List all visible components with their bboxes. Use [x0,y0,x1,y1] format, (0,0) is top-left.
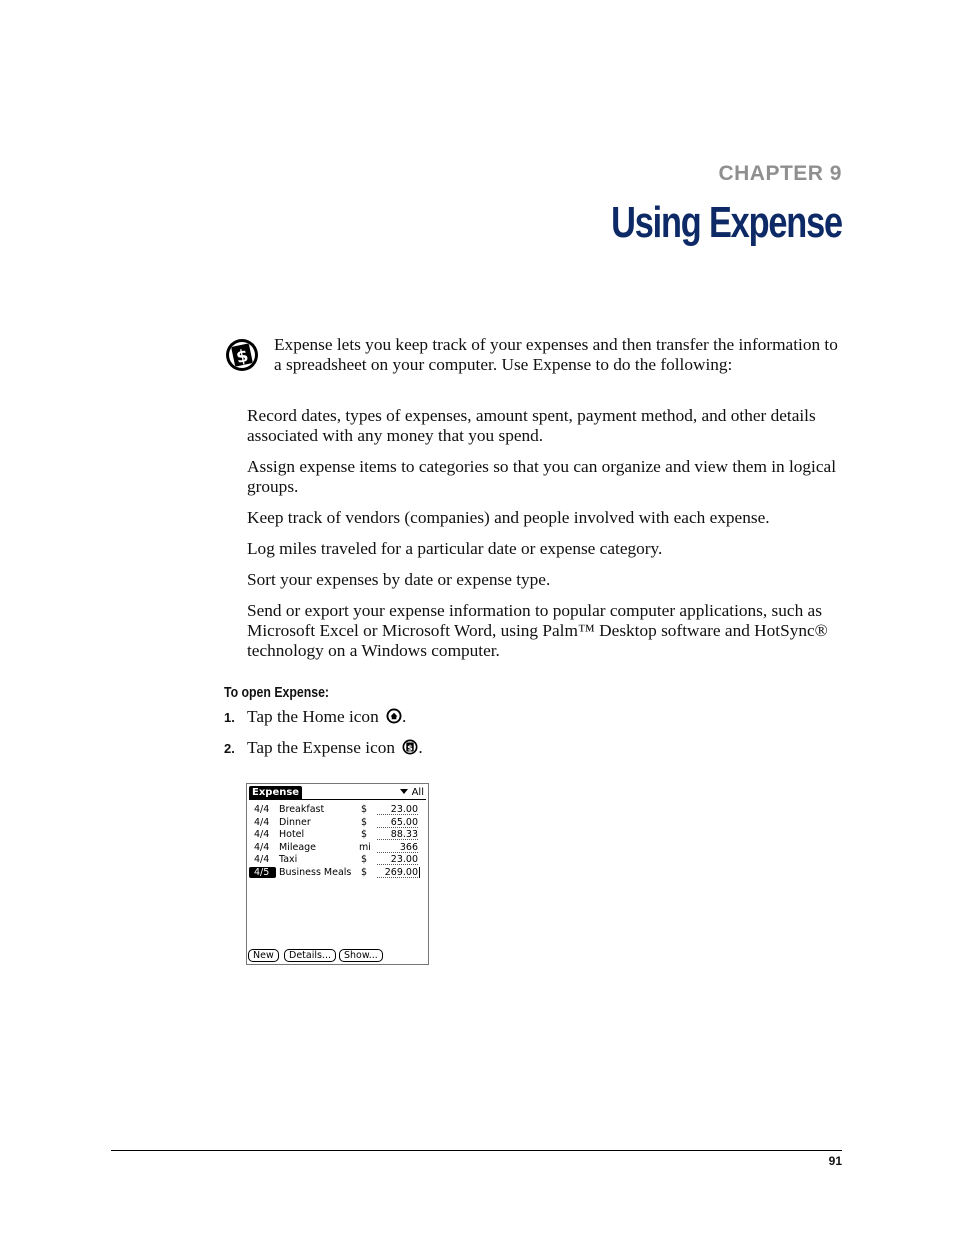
expense-amount[interactable]: 23.00 [377,804,418,815]
expense-row[interactable] [249,817,424,829]
step-text: Tap the Home icon [247,707,379,726]
expense-date[interactable]: 4/4 [254,829,270,840]
feature-item: Log miles traveled for a particular date or expense category. [247,539,663,558]
footer-rule [111,1150,842,1151]
step-text: Tap the Expense icon [247,738,396,757]
expense-type[interactable]: Taxi [279,854,298,865]
show-button[interactable]: Show... [339,949,383,962]
expense-row[interactable] [249,854,424,866]
step-number: 1. [224,710,235,725]
feature-item: Keep track of vendors (companies) and people involved with each expense. [247,508,770,527]
expense-date[interactable]: 4/4 [254,841,270,853]
expense-type[interactable]: Business Meals [279,866,352,878]
svg-text:$: $ [234,345,251,368]
expense-row[interactable] [249,829,424,841]
new-button[interactable]: New [248,949,279,962]
home-icon [386,708,402,724]
expense-date[interactable]: 4/4 [254,854,270,865]
expense-type[interactable]: Dinner [279,816,311,828]
expense-unit: $ [361,866,368,878]
expense-type[interactable]: Breakfast [279,804,325,815]
expense-screen [246,783,429,965]
expense-date[interactable]: 4/4 [254,816,270,828]
feature-item: Send or export your expense information to popular computer applications, such as Microsoft Excel or Microsoft Word, using Palm™ Desktop software and HotSync® technology on a Windows computer. [247,601,828,660]
procedure-step-2 [224,738,423,759]
feature-item: Assign expense items to categories so that you can organize and view them in logical groups. [247,457,837,496]
expense-row-selected[interactable] [249,867,424,879]
dropdown-triangle-icon [400,789,408,794]
chapter-title: Using Expense [611,198,842,247]
feature-item: Record dates, types of expenses, amount spent, payment method, and other details associated with any money that you spend. [247,406,816,445]
app-title: Expense [249,786,302,799]
chapter-label: CHAPTER 9 [718,162,842,185]
expense-unit: $ [361,816,368,828]
expense-amount[interactable]: 88.33 [377,829,418,840]
expense-unit: $ [361,804,368,815]
page-number: 91 [828,1154,842,1168]
procedure-step-1 [224,707,406,728]
category-picker[interactable] [400,786,424,799]
expense-type[interactable]: Mileage [279,841,317,853]
category-value: All [411,787,424,798]
step-end: . [402,707,407,726]
expense-type[interactable]: Hotel [279,829,305,840]
expense-row[interactable] [249,842,424,854]
details-button[interactable]: Details... [284,949,336,962]
expense-unit: $ [361,829,368,840]
expense-amount[interactable]: 366 [377,842,418,853]
step-end: . [418,738,423,757]
expense-amount[interactable]: 269.00 [377,867,418,878]
expense-date[interactable]: 4/4 [254,804,270,815]
expense-app-icon [225,338,259,372]
expense-amount[interactable]: 23.00 [377,854,418,865]
expense-amount[interactable]: 65.00 [377,817,418,828]
expense-row[interactable] [249,804,424,816]
intro-paragraph: Expense lets you keep track of your expenses and then transfer the information to a spreadsheet on your computer. Use Expense to do the following: [274,335,838,374]
feature-item: Sort your expenses by date or expense type. [247,570,551,589]
expense-date[interactable]: 4/5 [249,867,276,878]
text-cursor [419,867,420,878]
screen-title-bar [249,786,426,800]
procedure-heading: To open Expense: [224,684,330,701]
expense-unit: mi [359,841,371,853]
step-number: 2. [224,741,235,756]
feature-list [247,406,847,672]
expense-unit: $ [361,854,368,865]
svg-text:$: $ [407,743,414,753]
expense-icon [402,739,418,755]
